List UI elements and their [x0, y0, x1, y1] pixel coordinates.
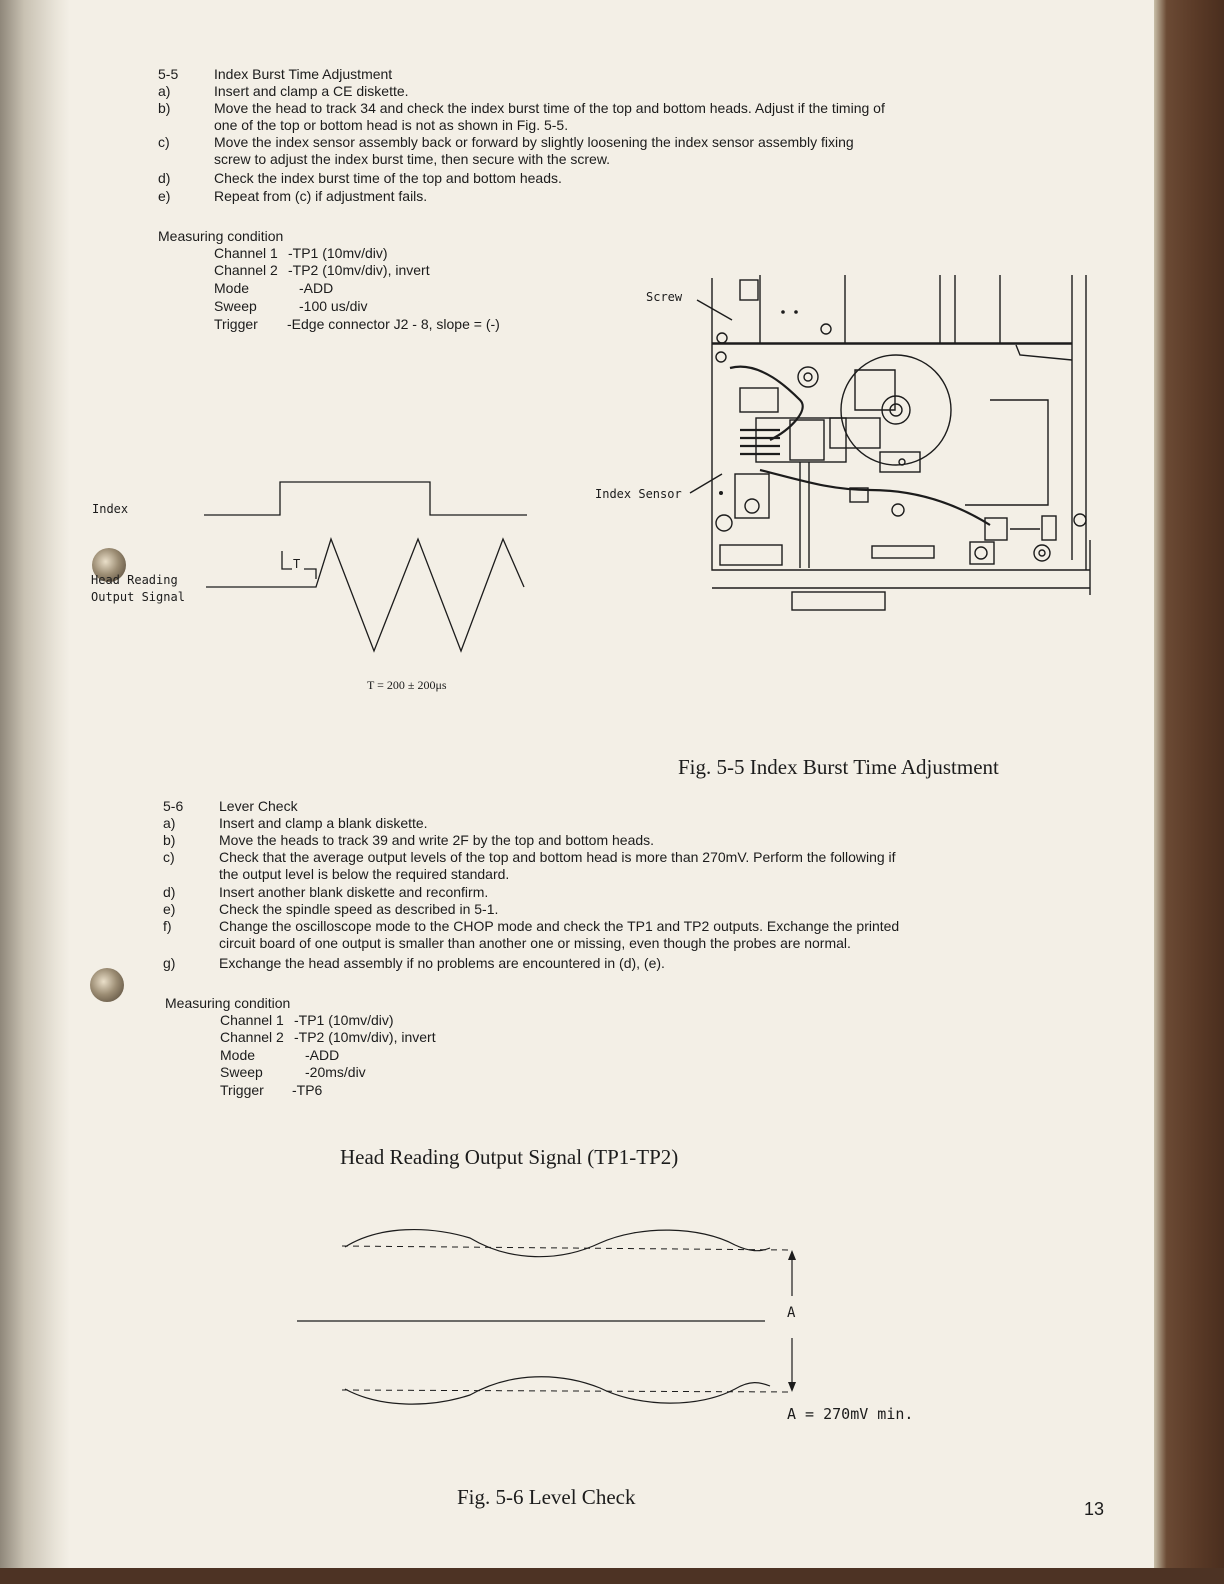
step-text: Check that the average output levels of the top and bottom head is more than 270mV. Perform the following if: [219, 849, 896, 865]
step-letter: c): [158, 134, 170, 150]
condition-value: -TP2 (10mv/div), invert: [294, 1029, 436, 1045]
arrow-head-down: [788, 1382, 796, 1392]
section-number: 5-5: [158, 66, 179, 82]
step-text: Change the oscilloscope mode to the CHOP mode and check the TP1 and TP2 outputs. Exchange the printed: [219, 918, 900, 934]
condition-key: Mode: [214, 280, 250, 296]
step-text: Repeat from (c) if adjustment fails.: [214, 188, 428, 204]
t-marker-label: T: [293, 557, 301, 571]
section-number: 5-6: [163, 798, 184, 814]
step-text: Exchange the head assembly if no problems are encountered in (d), (e).: [219, 955, 665, 971]
step-text: Insert and clamp a CE diskette.: [214, 83, 409, 99]
condition-value: -ADD: [305, 1047, 340, 1063]
step-letter: b): [163, 832, 176, 848]
step-letter: b): [158, 100, 171, 116]
step-letter: f): [163, 918, 172, 934]
step-text: Move the head to track 34 and check the index burst time of the top and bottom heads. Adjust if the timing of: [214, 100, 885, 116]
measuring-condition-heading: Measuring condition: [158, 228, 284, 244]
step-text: Insert and clamp a blank diskette.: [219, 815, 428, 831]
timing-formula: T = 200 ± 200μs: [367, 678, 447, 692]
condition-value: -100 us/div: [299, 298, 368, 314]
step-letter: a): [163, 815, 176, 831]
condition-key: Sweep: [220, 1064, 263, 1080]
signal-diagram-title: Head Reading Output Signal (TP1-TP2): [340, 1145, 679, 1169]
step-text: Insert another blank diskette and reconfirm.: [219, 884, 489, 900]
step-text: screw to adjust the index burst time, then secure with the screw.: [214, 151, 611, 167]
condition-value: -Edge connector J2 - 8, slope = (-): [287, 316, 500, 332]
step-letter: g): [163, 955, 176, 971]
step-letter: c): [163, 849, 175, 865]
condition-value: -TP1 (10mv/div): [288, 245, 388, 261]
step-text: one of the top or bottom head is not as shown in Fig. 5-5.: [214, 117, 569, 133]
arrow-head-up: [788, 1250, 796, 1260]
binder-spine: [1154, 0, 1224, 1584]
condition-key: Channel 1: [214, 245, 278, 261]
condition-value: -TP1 (10mv/div): [294, 1012, 394, 1028]
section-title: Index Burst Time Adjustment: [214, 66, 393, 82]
condition-value: -TP2 (10mv/div), invert: [288, 262, 430, 278]
screw-callout: Screw: [646, 290, 683, 304]
condition-key: Mode: [220, 1047, 256, 1063]
page-number: 13: [1084, 1499, 1105, 1519]
condition-key: Channel 2: [220, 1029, 284, 1045]
step-letter: a): [158, 83, 171, 99]
step-text: the output level is below the required standard.: [219, 866, 510, 882]
step-text: Move the index sensor assembly back or forward by slightly loosening the index sensor assembly fixing: [214, 134, 854, 150]
condition-key: Channel 2: [214, 262, 278, 278]
page-bottom-edge: [0, 1568, 1224, 1584]
step-text: Check the spindle speed as described in 5-1.: [219, 901, 499, 917]
figure-caption-5-5: Fig. 5-5 Index Burst Time Adjustment: [678, 755, 999, 779]
step-text: Check the index burst time of the top and bottom heads.: [214, 170, 562, 186]
condition-key: Channel 1: [220, 1012, 284, 1028]
figure-caption-5-6: Fig. 5-6 Level Check: [457, 1485, 636, 1509]
lower-average-line: [342, 1390, 792, 1392]
head-reading-label: Head Reading: [91, 573, 178, 587]
section-title: Lever Check: [219, 798, 298, 814]
step-text: Move the heads to track 39 and write 2F by the top and bottom heads.: [219, 832, 655, 848]
amplitude-marker: A: [787, 1305, 796, 1321]
upper-envelope: [345, 1230, 770, 1257]
output-signal-label: Output Signal: [91, 590, 185, 604]
index-signal-label: Index: [92, 502, 129, 516]
step-letter: e): [158, 188, 171, 204]
condition-value: -ADD: [299, 280, 334, 296]
step-letter: e): [163, 901, 176, 917]
upper-average-line: [342, 1246, 792, 1250]
condition-value: -TP6: [292, 1082, 323, 1098]
measuring-condition-heading: Measuring condition: [165, 995, 291, 1011]
index-sensor-callout: Index Sensor: [595, 487, 682, 501]
amplitude-spec: A = 270mV min.: [787, 1405, 914, 1423]
condition-value: -20ms/div: [305, 1064, 366, 1080]
step-letter: d): [163, 884, 176, 900]
condition-key: Trigger: [220, 1082, 264, 1098]
step-text: circuit board of one output is smaller than another one or missing, even though the probes are normal.: [219, 935, 851, 951]
condition-key: Trigger: [214, 316, 258, 332]
step-letter: d): [158, 170, 171, 186]
condition-key: Sweep: [214, 298, 257, 314]
